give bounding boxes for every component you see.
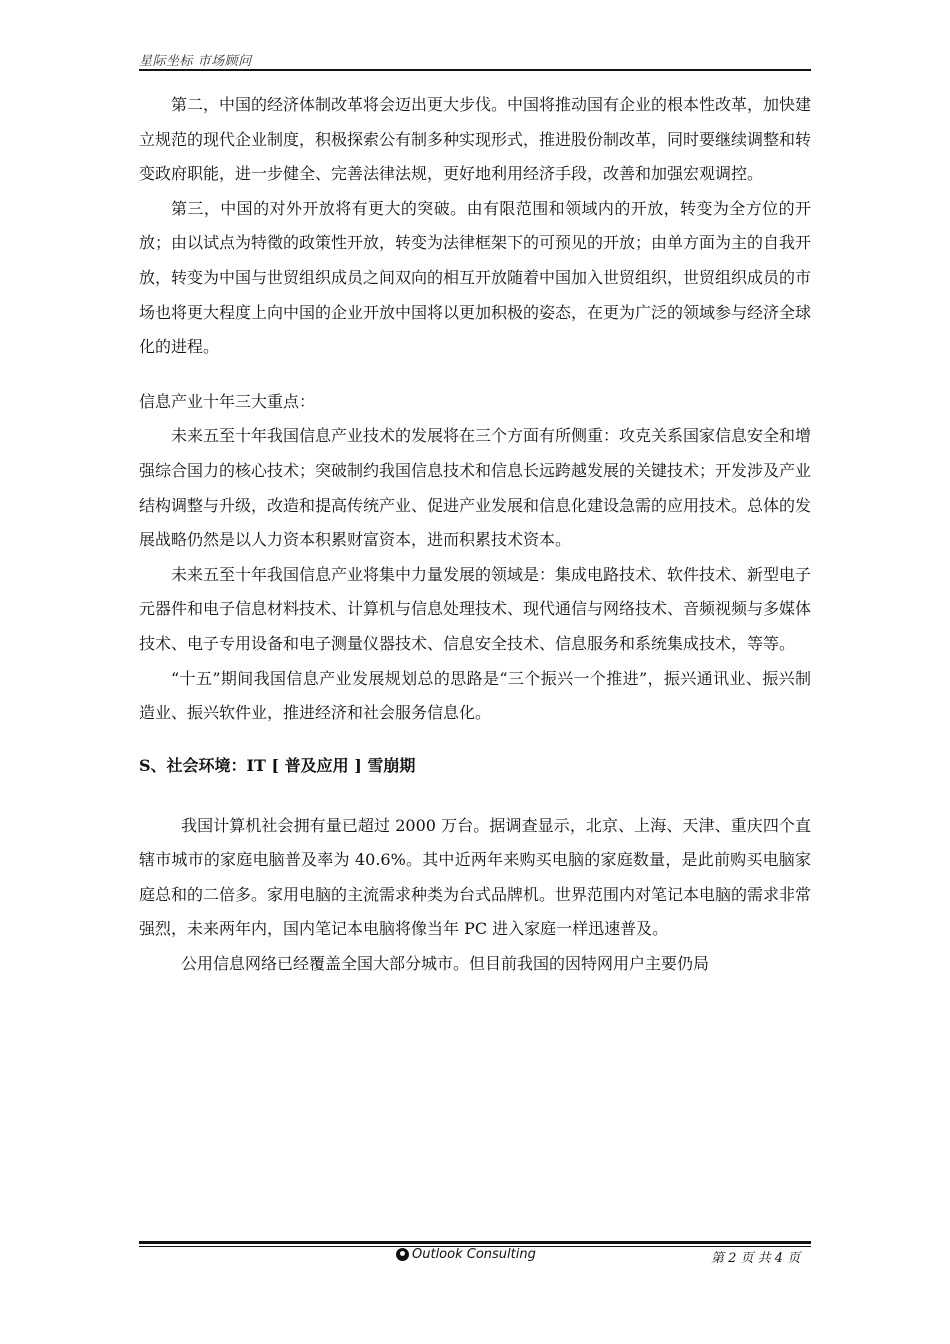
document-body — [139, 88, 811, 982]
paragraph-computer-ownership: 我国计算机社会拥有量已超过 2000 万台。据调查显示，北京、上海、天津、重庆四个直辖市城市的家庭电脑普及率为 40.6%。其中近两年来购买电脑的家庭数量，是此前购买电脑家庭总和的二倍多。家用电脑的主流需求种类为台式品牌机。世界范围内对笔记本电脑的需求非常强烈，未来两年内，国内笔记本电脑将像当年 PC 进入家庭一样迅速普及。 — [139, 815, 812, 939]
paragraph-info-tech-focus: 未来五至十年我国信息产业技术的发展将在三个方面有所侧重：攻克关系国家信息安全和增强综合国力的核心技术；突破制约我国信息技术和信息长远跨越发展的关键技术；开发涉及产业结构调整与升级，改造和提高传统产业、促进产业发展和信息化建设急需的应用技术。总体的发展战略仍然是以人力资本积累财富资本，进而积累技术资本。 — [139, 426, 812, 550]
page-number: 第 2 页 共 4 页 — [711, 1251, 801, 1266]
paragraph-info-plan: “十五”期间我国信息产业发展规划总的思路是“三个振兴一个推进”，振兴通讯业、振兴制造业、振兴软件业，推进经济和社会服务信息化。 — [139, 668, 811, 723]
info-section-title: 信息产业十年三大重点： — [139, 391, 316, 411]
paragraph-info-fields: 未来五至十年我国信息产业将集中力量发展的领域是：集成电路技术、软件技术、新型电子元器件和电子信息材料技术、计算机与信息处理技术、现代通信与网络技术、音频视频与多媒体技术、电子专用设备和电子测量仪器技术、信息安全技术、信息服务和系统集成技术，等等。 — [139, 564, 812, 653]
paragraph-public-network: 公用信息网络已经覆盖全国大部分城市。但目前我国的因特网用户主要仍局 — [181, 954, 710, 974]
paragraph-economic-reform: 第二，中国的经济体制改革将会迈出更大步伐。中国将推动国有企业的根本性改革，加快建立规范的现代企业制度，积极探索公有制多种实现形式，推进股份制改革，同时要继续调整和转变政府职能，进一步健全、完善法律法规，更好地利用经济手段，改善和加强宏观调控。 — [139, 95, 812, 184]
footer-rule — [139, 1241, 811, 1244]
spacer — [139, 781, 811, 809]
header-rule — [139, 69, 811, 71]
running-header: 星际坐标 市场顾问 — [139, 54, 252, 69]
spacer — [139, 365, 811, 385]
spacer — [139, 731, 811, 751]
footer-brand-text: Outlook Consulting — [412, 1247, 536, 1262]
section-heading-social: S、社会环境：IT [ 普及应用 ] 雪崩期 — [139, 755, 416, 775]
brand-logo-icon — [396, 1248, 409, 1261]
paragraph-opening-up: 第三，中国的对外开放将有更大的突破。由有限范围和领域内的开放，转变为全方位的开放；由以试点为特徵的政策性开放，转变为法律框架下的可预见的开放；由单方面为主的自我开放，转变为中国与世贸组织成员之间双向的相互开放随着中国加入世贸组织，世贸组织成员的市场也将更大程度上向中国的企业开放中国将以更加积极的姿态，在更为广泛的领域参与经济全球化的进程。 — [139, 198, 812, 357]
footer-brand — [396, 1247, 536, 1262]
